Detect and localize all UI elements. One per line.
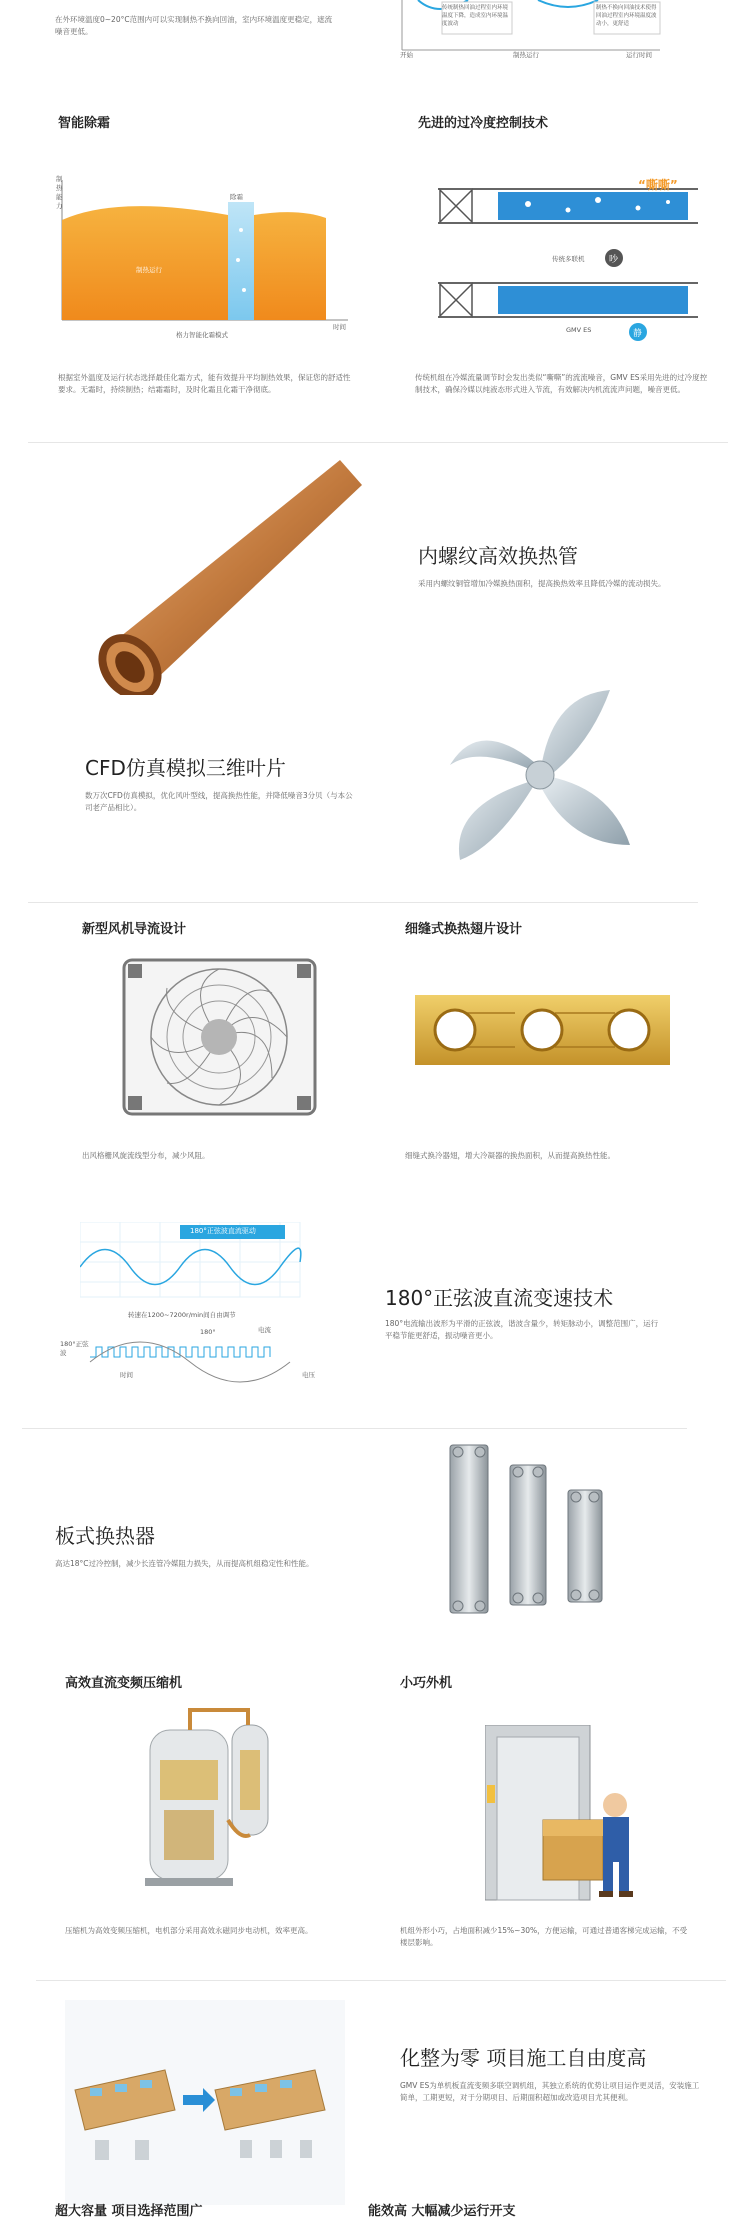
top-axis-end: 运行时间 <box>626 51 652 59</box>
bottom-right-title: 能效高 大幅减少运行开支 <box>368 2204 516 2218</box>
defrost-description: 根据室外温度及运行状态选择最佳化霜方式，能有效提升平均制热效果，保证您的舒适性要求。无霜时，持续制热；结霜霜时，及时化霜且化霜干净彻底。 <box>58 373 351 394</box>
sine-label-180: 180° <box>200 1328 216 1336</box>
defrost-ylabel: 制热能力 <box>56 175 63 210</box>
sine-title: 180°正弦波直流变速技术 <box>385 1286 614 1310</box>
sine-speed-text: 转速在1200~7200r/min间自由调节 <box>128 1311 236 1319</box>
sine-banner: 180°正弦波直流驱动 <box>190 1227 256 1235</box>
compressor-image <box>140 1700 280 1900</box>
plate-title: 板式换热器 <box>55 1524 155 1548</box>
guard-description: 出风格栅风旋流线型分布，减少风阻。 <box>82 1151 210 1160</box>
sine-label-sine: 180°正弦波 <box>60 1340 89 1357</box>
fan-guard-image <box>122 958 317 1116</box>
defrost-run-label: 制热运行 <box>136 266 162 274</box>
top-chart-fragment <box>398 0 668 60</box>
divider-2 <box>28 902 698 903</box>
project-title: 化整为零 项目施工自由度高 <box>400 2046 647 2070</box>
elevator-svg <box>485 1725 645 1905</box>
fin-title: 细缝式换热翅片设计 <box>405 922 523 937</box>
compressor-svg <box>140 1700 280 1900</box>
compressor-title: 高效直流变频压缩机 <box>65 1676 183 1691</box>
sine-diagram-svg <box>80 1222 320 1387</box>
compressor-description: 压缩机为高效变频压缩机，电机部分采用高效永磁同步电动机，效率更高。 <box>65 1926 313 1935</box>
subcool-traditional-label: 传统多联机 <box>552 255 585 263</box>
subcool-quiet-badge: 静 <box>633 329 643 339</box>
sine-label-time: 时间 <box>120 1371 133 1379</box>
plate-description: 高达18°C过冷控制，减少长连管冷媒阻力损失，从而提高机组稳定性和性能。 <box>55 1559 314 1568</box>
subcool-noisy-badge: 吵 <box>609 255 619 265</box>
sine-label-current: 电流 <box>258 1326 271 1334</box>
plate-exchanger-svg <box>440 1440 615 1618</box>
sine-label-voltage: 电压 <box>302 1371 315 1379</box>
subcool-noise-word: “嘶嘶” <box>638 178 678 192</box>
top-description: 在外环境温度0~20°C范围内可以实现制热不换向回油，室内环境温度更稳定，遮流噪音更低。 <box>55 15 333 36</box>
defrost-mode-label: 格力智能化霜模式 <box>176 331 228 339</box>
fan-blade-image <box>440 685 640 875</box>
defrost-chart <box>56 175 358 345</box>
compact-title: 小巧外机 <box>400 1676 453 1691</box>
tube-title: 内螺纹高效换热管 <box>418 544 578 568</box>
project-diagram-svg <box>65 2000 345 2205</box>
divider-3 <box>22 1428 687 1429</box>
tube-description: 采用内螺纹铜管增加冷媒换热面积，提高换热效率且降低冷媒的流动损失。 <box>418 579 666 588</box>
elevator-image <box>485 1725 645 1905</box>
defrost-chart-svg <box>58 180 358 345</box>
top-chart-note-right: 制热不换向回油技术使得回油过程室内环境温度波动小，更舒适 <box>596 5 657 27</box>
defrost-xlabel: 时间 <box>333 323 346 331</box>
fan-blade-svg <box>440 685 640 875</box>
plate-exchanger-image <box>440 1440 615 1618</box>
fin-image <box>415 995 670 1065</box>
cfd-description: 数万次CFD仿真模拟，优化风叶型线，提高换热性能，并降低噪音3分贝（与本公司老产品相比）。 <box>85 791 353 812</box>
top-axis-start: 开始 <box>400 51 413 59</box>
fan-guard-svg <box>122 958 317 1116</box>
sine-diagram <box>60 1222 320 1387</box>
project-diagram <box>65 2000 345 2205</box>
subcool-gmv-label: GMV ES <box>566 326 592 334</box>
defrost-title: 智能除霜 <box>58 116 111 131</box>
top-chart-note-left: 传统制热回油过程室内环境温度下降，造成室内环境温度波动 <box>442 5 509 27</box>
bottom-left-title: 超大容量 项目选择范围广 <box>55 2204 203 2218</box>
subcool-diagram <box>438 170 698 345</box>
sine-description: 180°电流输出波形为平滑的正弦波，谐波含量少，转矩脉动小，调整范围广，运行平稳节能更舒适，振动噪音更小。 <box>385 1319 659 1340</box>
guard-title: 新型风机导流设计 <box>82 922 187 937</box>
top-axis-mid: 制热运行 <box>513 51 539 59</box>
divider-1 <box>28 442 728 443</box>
subcool-title: 先进的过冷度控制技术 <box>418 116 549 131</box>
defrost-defrost-label: 除霜 <box>230 193 243 201</box>
fin-description: 细缝式换冷器翅，增大冷凝器的换热面积，从而提高换热性能。 <box>405 1151 615 1160</box>
copper-tube-svg <box>90 455 370 695</box>
fin-svg <box>415 995 670 1065</box>
subcool-description: 传统机组在冷媒流量调节时会发出类似“嘶嘶”的流流噪音，GMV ES采用先进的过冷度控制技术，确保冷媒以纯液态形式进入节流，有效解决内机流流声问题，噪音更低。 <box>415 373 708 394</box>
cfd-title: CFD仿真模拟三维叶片 <box>85 756 286 780</box>
divider-4 <box>36 1980 726 1981</box>
compact-description: 机组外形小巧，占地面积减少15%~30%，方便运输，可通过普通客梯完成运输，不受楼层影响。 <box>400 1926 688 1947</box>
project-description: GMV ES为单机板直流变频多联空调机组，其独立系统的优势让项目运作更灵活，安装施工简单，工期更短，对于分期项目、后期面积超加或改造项目尤其便利。 <box>400 2081 700 2102</box>
copper-tube-image <box>90 455 370 695</box>
